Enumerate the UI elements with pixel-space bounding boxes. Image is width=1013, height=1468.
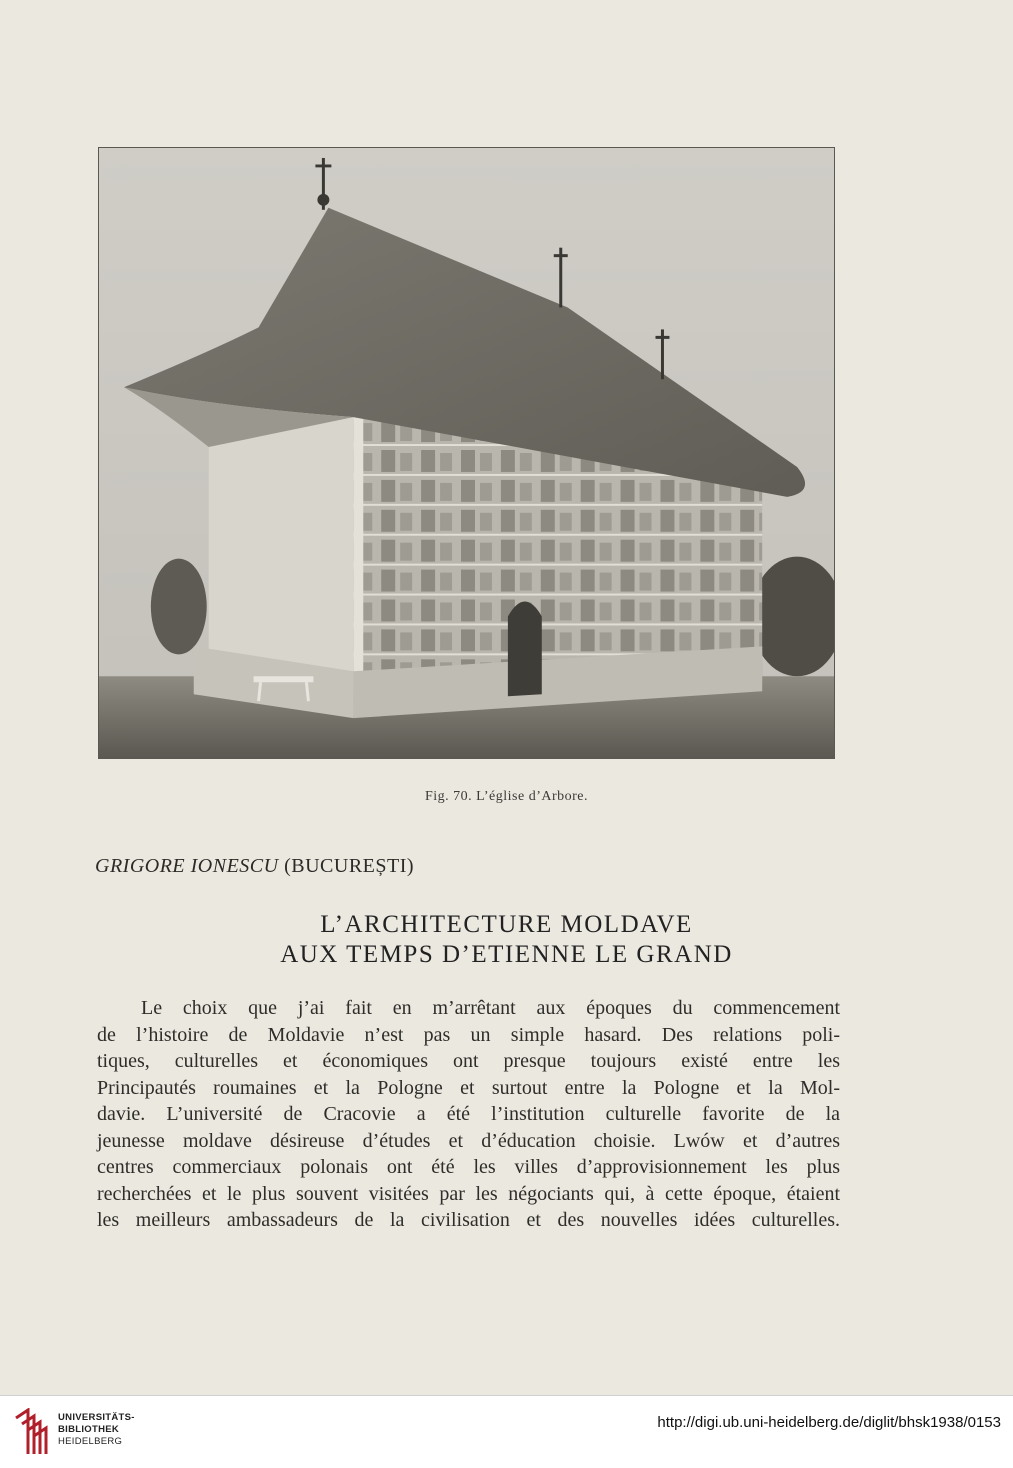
author-city: (BUCUREȘTI) xyxy=(284,855,415,877)
church-photograph xyxy=(98,147,835,759)
title-line-2: AUX TEMPS D’ETIENNE LE GRAND xyxy=(280,941,733,968)
library-footer xyxy=(0,1395,1013,1468)
body-line: les meilleurs ambassadeurs de la civilisation et des nouvelles idées culturelles. xyxy=(97,1209,840,1231)
body-line: tiques, culturelles et économiques ont presque toujours existé entre les xyxy=(97,1050,840,1072)
figure-caption: Fig. 70. L’église d’Arbore. xyxy=(424,789,589,804)
title-line-1: L’ARCHITECTURE MOLDAVE xyxy=(320,911,693,938)
arbore-church-illustration xyxy=(99,148,834,758)
author-name: GRIGORE IONESCU xyxy=(95,855,279,877)
body-line: centres commerciaux polonais ont été les villes d’approvisionnement les plus xyxy=(97,1156,840,1178)
article-body xyxy=(97,995,840,1234)
body-line: de l’histoire de Moldavie n’est pas un simple hasard. Des relations poli- xyxy=(97,1023,840,1046)
article-title xyxy=(0,910,1013,970)
body-line: Le choix que j’ai fait en m’arrêtant aux époques du commencement xyxy=(141,997,840,1019)
body-line: jeunesse moldave désireuse d’études et d’éducation choisie. Lwów et d’autres xyxy=(97,1129,840,1152)
permalink-url[interactable]: http://digi.ub.uni-heidelberg.de/diglit/bhsk1938/0153 xyxy=(657,1414,1001,1431)
author-line xyxy=(95,855,414,878)
library-logo-icon[interactable] xyxy=(12,1408,48,1456)
library-name[interactable] xyxy=(58,1412,135,1448)
body-line: davie. L’université de Cracovie a été l’institution culturelle favorite de la xyxy=(97,1103,840,1125)
library-name-line-3: HEIDELBERG xyxy=(58,1436,123,1447)
library-name-line-2: BIBLIOTHEK xyxy=(58,1424,120,1435)
body-line: Principautés roumaines et la Pologne et surtout entre la Pologne et la Mol- xyxy=(97,1076,840,1099)
body-line: recherchées et le plus souvent visitées par les négociants qui, à cette époque, étaient xyxy=(97,1182,840,1205)
library-name-line-1: UNIVERSITÄTS- xyxy=(58,1412,135,1423)
